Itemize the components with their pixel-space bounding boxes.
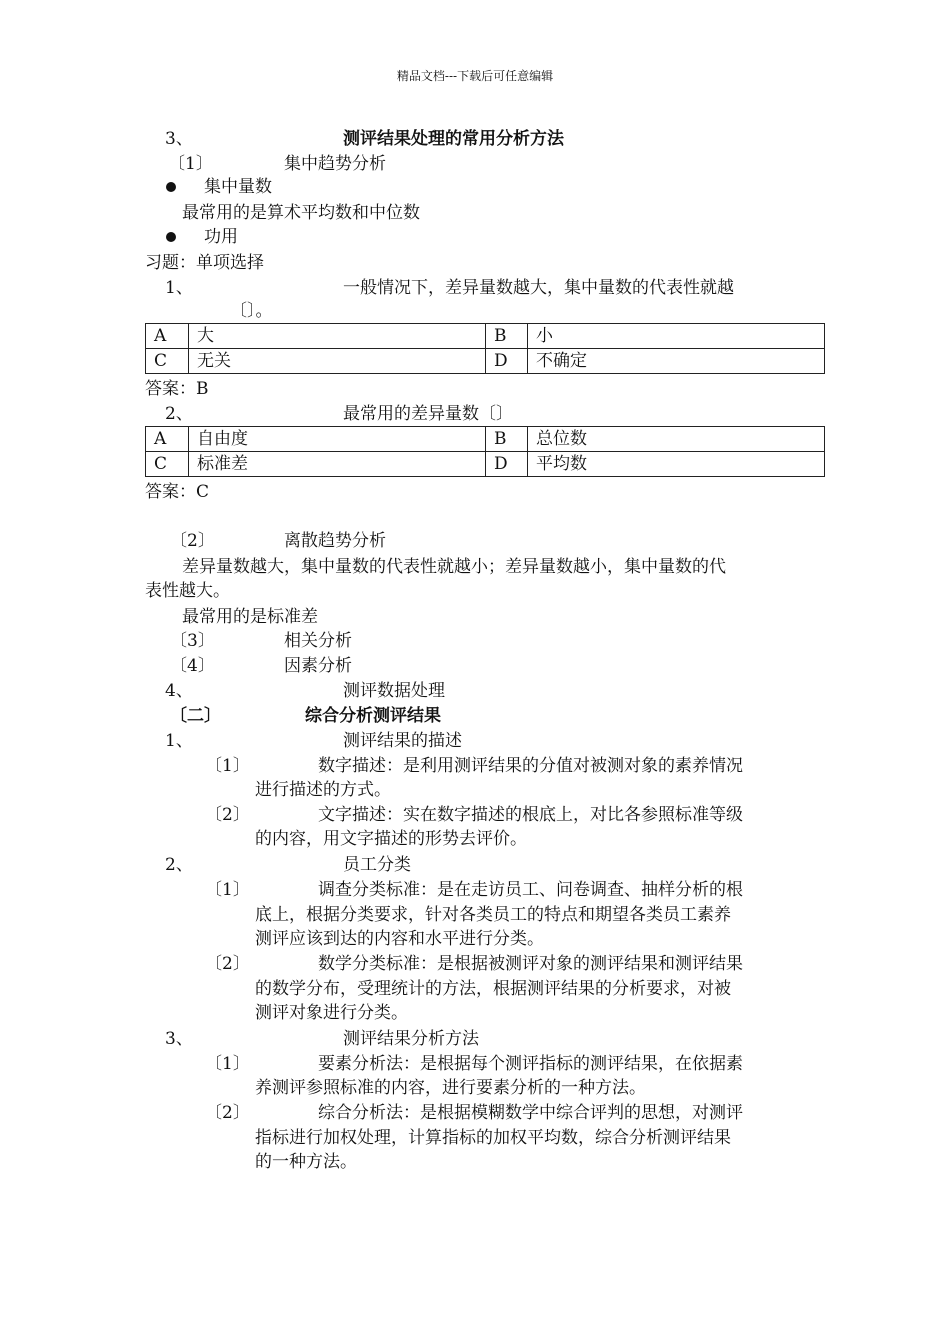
section-title: 员工分类 — [343, 855, 411, 875]
option-text: 不确定 — [528, 349, 825, 374]
section-title: 测评结果分析方法 — [343, 1029, 479, 1049]
paragraph-line: 表性越大。 — [145, 581, 230, 601]
section-number: 3、 — [165, 129, 193, 149]
item-number: 〔2〕 — [205, 1103, 250, 1123]
bullet-icon — [166, 232, 176, 242]
item-number: 〔2〕 — [205, 954, 250, 974]
options-row — [146, 349, 825, 374]
options-row — [146, 452, 825, 477]
subsection-number: 〔3〕 — [170, 631, 215, 651]
item-number: 〔2〕 — [205, 805, 250, 825]
item-text: 养测评参照标准的内容，进行要素分析的一种方法。 — [255, 1078, 646, 1098]
item-text: 综合分析法：是根据模糊数学中综合评判的思想，对测评 — [318, 1103, 743, 1123]
option-letter: C — [146, 349, 189, 374]
question-text: 最常用的差异量数〔〕 — [343, 404, 513, 424]
section-number: 1、 — [165, 731, 193, 751]
section-number: 2、 — [165, 855, 193, 875]
question-number: 1、 — [165, 278, 193, 298]
section-title: 测评结果的描述 — [343, 731, 462, 751]
item-text: 数字描述：是利用测评结果的分值对被测对象的素养情况 — [318, 756, 743, 776]
section-number: 3、 — [165, 1029, 193, 1049]
item-text: 的数学分布，受理统计的方法，根据测评结果的分析要求，对被 — [255, 979, 731, 999]
item-text: 测评对象进行分类。 — [255, 1003, 408, 1023]
option-text: 小 — [528, 324, 825, 349]
option-letter: B — [486, 324, 528, 349]
option-text: 平均数 — [528, 452, 825, 477]
paragraph-line: 差异量数越大，集中量数的代表性就越小；差异量数越小，集中量数的代 — [182, 557, 726, 577]
options-table — [145, 426, 825, 477]
subsection-title: 离散趋势分析 — [284, 531, 386, 551]
paragraph-line: 最常用的是算术平均数和中位数 — [182, 203, 420, 223]
option-letter: D — [486, 349, 528, 374]
paragraph-line: 最常用的是标准差 — [182, 607, 318, 627]
option-letter: C — [146, 452, 189, 477]
item-text: 文字描述：实在数字描述的根底上，对比各参照标准等级 — [318, 805, 743, 825]
option-letter: A — [146, 427, 189, 452]
part-title: 综合分析测评结果 — [305, 706, 441, 726]
option-letter: A — [146, 324, 189, 349]
item-text: 测评应该到达的内容和水平进行分类。 — [255, 929, 544, 949]
item-text: 指标进行加权处理，计算指标的加权平均数，综合分析测评结果 — [255, 1128, 731, 1148]
question-number: 2、 — [165, 404, 193, 424]
item-text: 的一种方法。 — [255, 1152, 357, 1172]
page-header: 精品文档---下载后可任意编辑 — [396, 69, 554, 83]
subsection-title: 相关分析 — [284, 631, 352, 651]
section-title: 测评结果处理的常用分析方法 — [343, 129, 564, 149]
option-letter: D — [486, 452, 528, 477]
part-number: 〔二〕 — [170, 706, 221, 726]
options-row — [146, 324, 825, 349]
item-text: 数学分类标准：是根据被测评对象的测评结果和测评结果 — [318, 954, 743, 974]
exercise-heading: 习题：单项选择 — [145, 253, 264, 273]
subsection-title: 因素分析 — [284, 656, 352, 676]
item-text: 调查分类标准：是在走访员工、问卷调查、抽样分析的根 — [318, 880, 743, 900]
option-text: 无关 — [189, 349, 486, 374]
bullet-icon — [166, 182, 176, 192]
option-text: 自由度 — [189, 427, 486, 452]
options-row — [146, 427, 825, 452]
item-text: 底上，根据分类要求，针对各类员工的特点和期望各类员工素养 — [255, 905, 731, 925]
item-number: 〔1〕 — [205, 756, 250, 776]
subsection-number: 〔2〕 — [170, 531, 215, 551]
question-continuation: 〔〕。 — [230, 301, 273, 321]
option-text: 标准差 — [189, 452, 486, 477]
section-number: 4、 — [165, 681, 193, 701]
item-text: 进行描述的方式。 — [255, 780, 391, 800]
subsection-number: 〔1〕 — [168, 154, 213, 174]
subsection-title: 集中趋势分析 — [284, 154, 386, 174]
item-text: 的内容，用文字描述的形势去评价。 — [255, 829, 527, 849]
options-table — [145, 323, 825, 374]
bullet-text: 集中量数 — [204, 177, 272, 197]
question-text: 一般情况下，差异量数越大，集中量数的代表性就越 — [343, 278, 734, 298]
option-text: 总位数 — [528, 427, 825, 452]
answer-line: 答案：C — [145, 482, 210, 502]
bullet-text: 功用 — [204, 227, 238, 247]
subsection-number: 〔4〕 — [170, 656, 215, 676]
option-text: 大 — [189, 324, 486, 349]
item-number: 〔1〕 — [205, 1054, 250, 1074]
answer-line: 答案：B — [145, 379, 209, 399]
item-number: 〔1〕 — [205, 880, 250, 900]
item-text: 要素分析法：是根据每个测评指标的测评结果，在依据素 — [318, 1054, 743, 1074]
option-letter: B — [486, 427, 528, 452]
section-title: 测评数据处理 — [343, 681, 445, 701]
